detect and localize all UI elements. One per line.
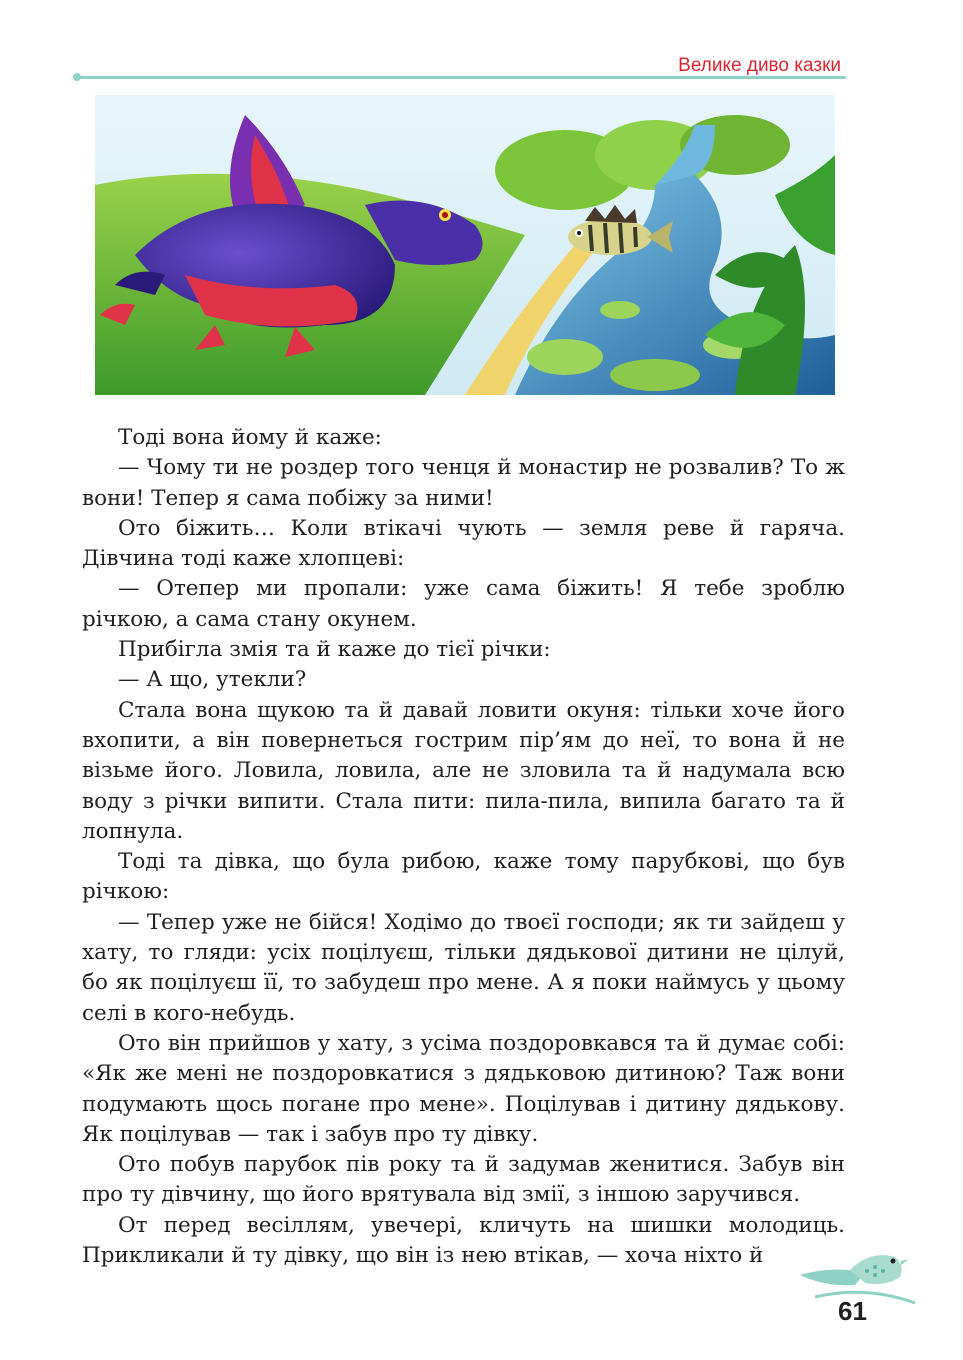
paragraph: — Тепер уже не бійся! Ходімо до твоєї господи; як ти зайдеш у хату, то гляди: усіх поцілуєш, тільки дядькової дитини не цілуй, бо як поцілуєш її, то забудеш про мене. А я поки наймусь у цьому селі в кого-небудь. [82, 909, 845, 1026]
paragraph: — Отепер ми пропали: уже сама біжить! Я тебе зроблю річкою, а сама стану окунем. [82, 576, 845, 632]
story-text [82, 423, 845, 1271]
paragraph: Ото він прийшов у хату, з усіма поздоровкався та й думає собі: «Як же мені не поздоровкатися з дядьковою дитиною? Таж вони подумають щось погане про мене». Поцілував і дитину дядькову. Як поцілував — так і забув про ту дівку. [82, 1030, 845, 1147]
paragraph: — Чому ти не роздер того ченця й монастир не розвалив? То ж вони! Тепер я сама побіжу за ними! [82, 455, 845, 511]
paragraph: От перед весіллям, увечері, кличуть на шишки молодиць. Прикликали й ту дівку, що він із нею втікав, — хоча ніхто й [82, 1212, 845, 1269]
paragraph: Ото побув парубок пів року та й задумав женитися. Забув він про ту дівчину, що його врятувала від змії, з іншою заручився. [82, 1152, 845, 1208]
paragraph: — А що, утекли? [118, 667, 307, 693]
paragraph: Ото біжить… Коли втікачі чують — земля реве й гаряча. Дівчина тоді каже хлопцеві: [82, 515, 845, 572]
story-illustration [95, 95, 835, 395]
page-number: 61 [838, 1296, 867, 1326]
paragraph: Прибігла змія та й каже до тієї річки: [118, 637, 551, 663]
paragraph: Тоді та дівка, що була рибою, каже тому парубкові, що був річкою: [82, 849, 845, 905]
running-title: Велике диво казки [678, 55, 841, 76]
paragraph: Стала вона щукою та й давай ловити окуня: тільки хоче його вхопити, а він повернеться гострим пір’ям до неї, то вона й не візьме його. Ловила, ловила, але не зловила та й надумала всю воду з річки випити. Стала пити: пила-пила, випила багато та й лопнула. [82, 697, 845, 844]
paragraph: Тоді вона йому й каже: [118, 425, 382, 450]
